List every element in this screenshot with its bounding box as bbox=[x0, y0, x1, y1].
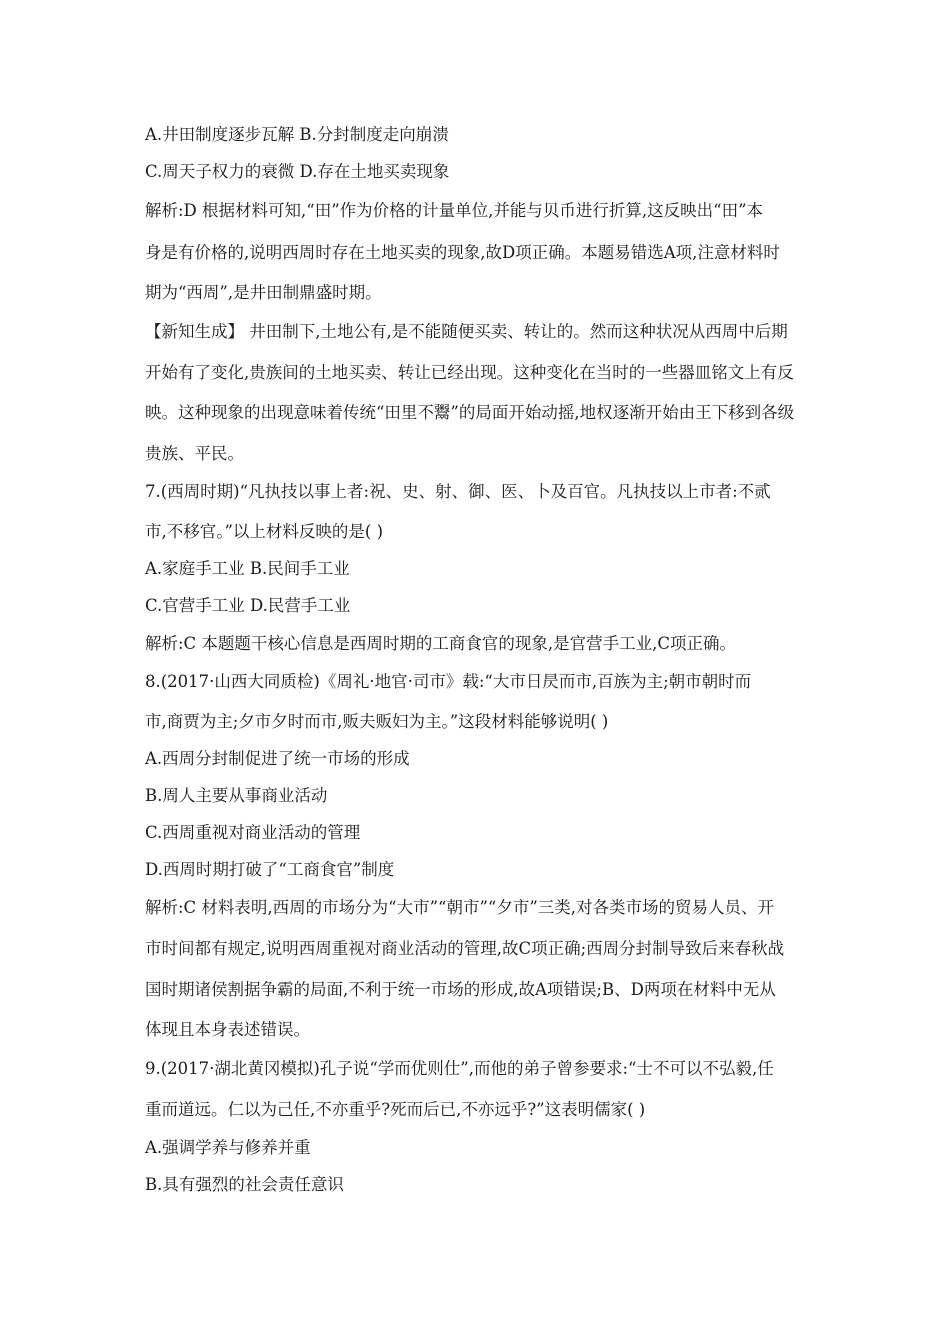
new-knowledge-line-1: 【新知生成】 井田制下,土地公有,是不能随便买卖、转让的。然而这种状况从西周中后期 bbox=[145, 322, 788, 341]
q9-stem-line-1: 9.(2017·湖北黄冈模拟)孔子说“学而优则仕”,而他的弟子曾参要求:“士不可以不弘毅,任 bbox=[145, 1059, 774, 1078]
q8-analysis-line-1: 解析:C 材料表明,西周的市场分为“大市”“朝市”“夕市”三类,对各类市场的贸易人员、开 bbox=[145, 898, 775, 917]
q9-option-a: A.强调学养与修养并重 bbox=[145, 1138, 311, 1157]
q9-stem-line-2: 重而道远。仁以为己任,不亦重乎?死而后已,不亦远乎?”这表明儒家( ) bbox=[145, 1100, 646, 1119]
new-knowledge-line-4: 贵族、平民。 bbox=[145, 444, 244, 463]
q8-option-d: D.西周时期打破了“工商食官”制度 bbox=[145, 860, 395, 879]
q7-options-ab: A.家庭手工业 B.民间手工业 bbox=[145, 559, 350, 578]
q7-options-cd: C.官营手工业 D.民营手工业 bbox=[145, 596, 351, 615]
new-knowledge-line-3: 映。这种现象的出现意味着传统“田里不鬻”的局面开始动摇,地权逐渐开始由王下移到各级 bbox=[145, 403, 795, 422]
q7-stem-line-1: 7.(西周时期)“凡执技以事上者:祝、史、射、御、医、卜及百官。凡执技以上市者:不贰 bbox=[145, 482, 771, 501]
q6-analysis-line-1: 解析:D 根据材料可知,“田”作为价格的计量单位,并能与贝币进行折算,这反映出“田”本 bbox=[145, 201, 764, 220]
q6-options-ab: A.井田制度逐步瓦解 B.分封制度走向崩溃 bbox=[145, 125, 449, 144]
q7-analysis: 解析:C 本题题干核心信息是西周时期的工商食官的现象,是官营手工业,C项正确。 bbox=[145, 634, 737, 653]
q8-option-a: A.西周分封制促进了统一市场的形成 bbox=[145, 749, 410, 768]
new-knowledge-line-2: 开始有了变化,贵族间的土地买卖、转让已经出现。这种变化在当时的一些器皿铭文上有反 bbox=[145, 363, 794, 382]
q6-options-cd: C.周天子权力的衰微 D.存在土地买卖现象 bbox=[145, 162, 450, 181]
q8-analysis-line-2: 市时间都有规定,说明西周重视对商业活动的管理,故C项正确;西周分封制导致后来春秋战 bbox=[145, 939, 785, 958]
q8-stem-line-2: 市,商贾为主;夕市夕时而市,贩夫贩妇为主。”这段材料能够说明( ) bbox=[145, 712, 609, 731]
q7-stem-line-2: 市,不移官。”以上材料反映的是( ) bbox=[145, 522, 384, 541]
q8-option-b: B.周人主要从事商业活动 bbox=[145, 786, 328, 805]
q6-analysis-line-2: 身是有价格的,说明西周时存在土地买卖的现象,故D项正确。本题易错选A项,注意材料时 bbox=[145, 243, 780, 262]
q8-analysis-line-4: 体现且本身表述错误。 bbox=[145, 1020, 310, 1039]
q8-stem-line-1: 8.(2017·山西大同质检)《周礼·地官·司市》载:“大市日昃而市,百族为主;朝市朝时而 bbox=[145, 672, 752, 691]
q9-option-b: B.具有强烈的社会责任意识 bbox=[145, 1175, 344, 1194]
q8-analysis-line-3: 国时期诸侯割据争霸的局面,不利于统一市场的形成,故A项错误;B、D两项在材料中无从 bbox=[145, 980, 776, 999]
q8-option-c: C.西周重视对商业活动的管理 bbox=[145, 823, 361, 842]
q6-analysis-line-3: 期为“西周”,是井田制鼎盛时期。 bbox=[145, 283, 382, 302]
